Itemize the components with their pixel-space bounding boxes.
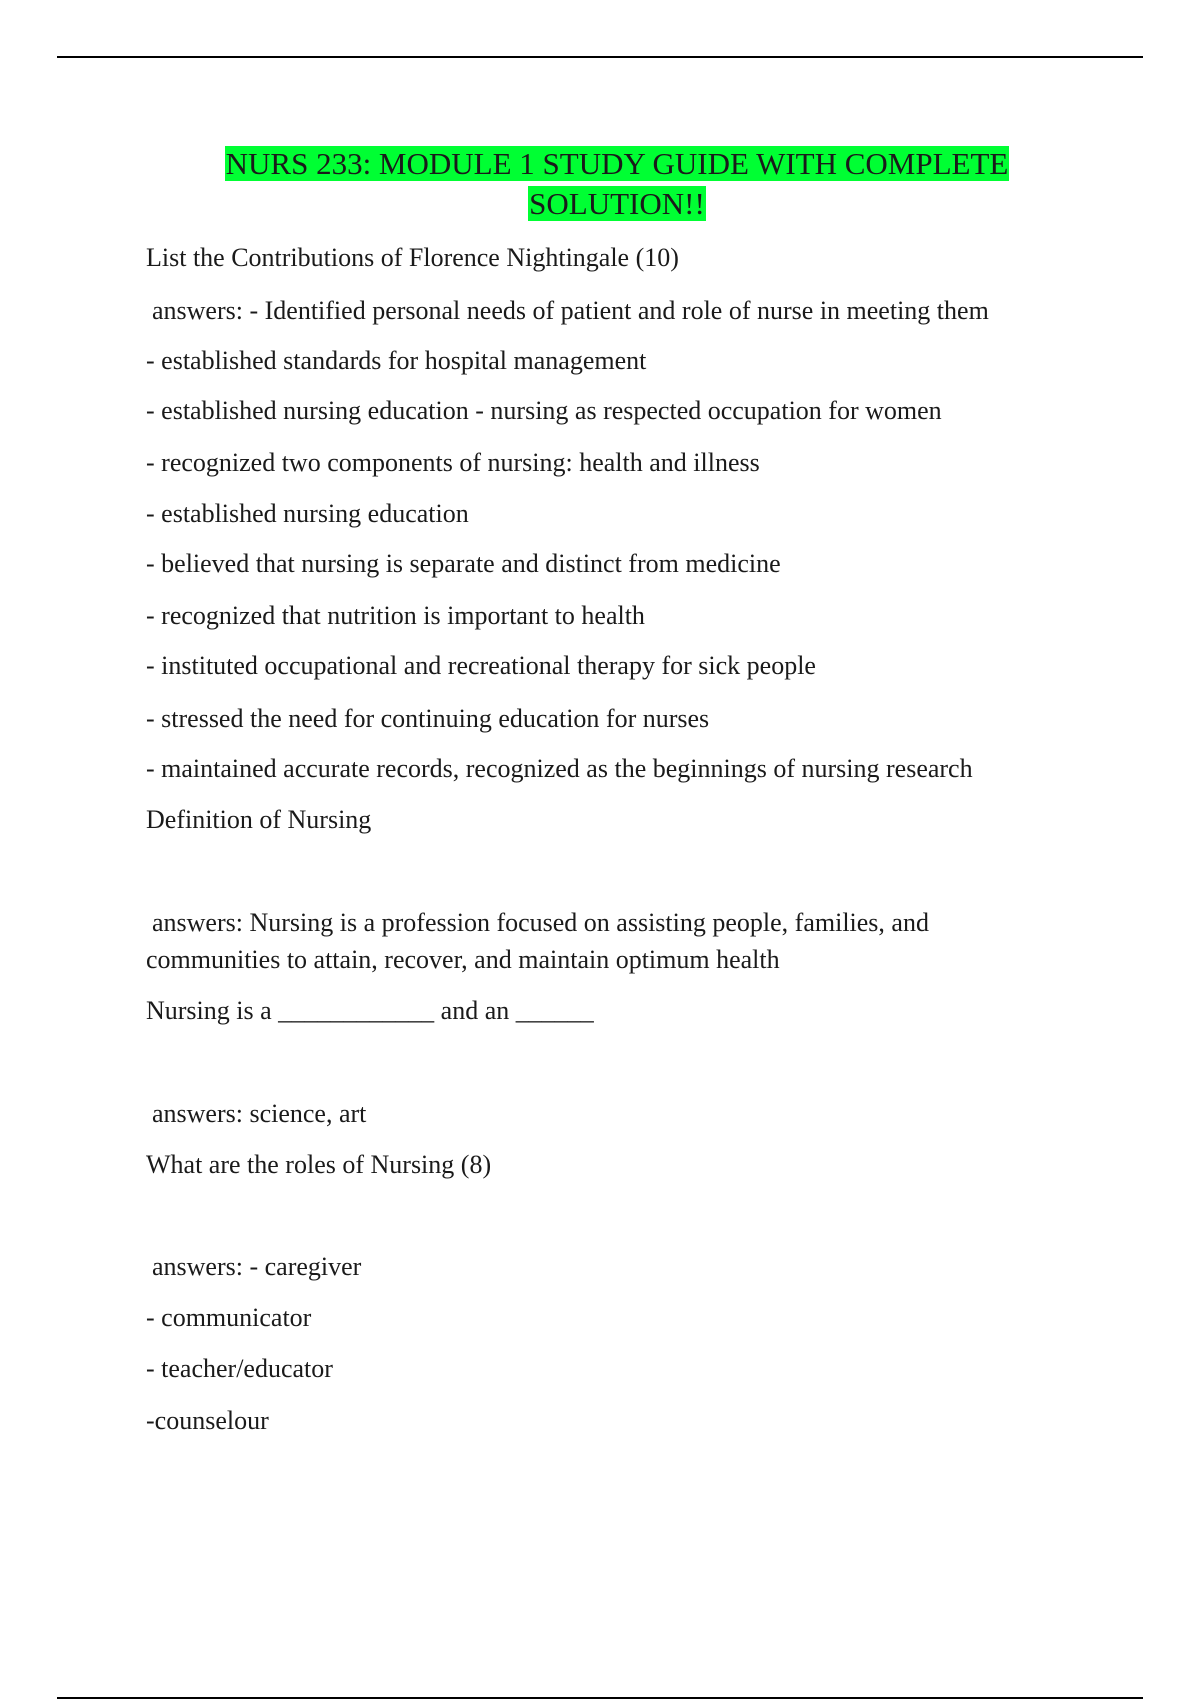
title-line-2: SOLUTION!! [529, 186, 705, 221]
question-fill-blank: Nursing is a ____________ and an ______ [146, 996, 594, 1025]
answer-line: - recognized that nutrition is important to health [146, 601, 645, 630]
answer-line: - instituted occupational and recreational therapy for sick people [146, 651, 816, 680]
answer-line: -counselour [146, 1406, 269, 1435]
answer-line: answers: Nursing is a profession focused on assisting people, families, and [152, 908, 929, 937]
answer-line: - maintained accurate records, recognized as the beginnings of nursing research [146, 754, 973, 783]
answer-line: - established nursing education [146, 499, 469, 528]
document-title [0, 144, 1200, 224]
bottom-rule [57, 1697, 1143, 1699]
title-line-1: NURS 233: MODULE 1 STUDY GUIDE WITH COMPLETE [225, 146, 1009, 181]
answer-line: communities to attain, recover, and maintain optimum health [146, 945, 780, 974]
answer-line: answers: - caregiver [152, 1252, 362, 1281]
question-definition: Definition of Nursing [146, 805, 372, 834]
answer-line: - established nursing education - nursing as respected occupation for women [146, 396, 942, 425]
answer-line: - recognized two components of nursing: health and illness [146, 448, 760, 477]
top-rule [57, 56, 1143, 58]
answer-line: - teacher/educator [146, 1354, 333, 1383]
answer-line: answers: science, art [152, 1099, 367, 1128]
answer-line: answers: - Identified personal needs of patient and role of nurse in meeting them [152, 296, 989, 325]
answer-line: - believed that nursing is separate and distinct from medicine [146, 549, 781, 578]
question-roles: What are the roles of Nursing (8) [146, 1150, 492, 1179]
answer-line: - established standards for hospital management [146, 346, 647, 375]
answer-line: - stressed the need for continuing education for nurses [146, 704, 710, 733]
question-nightingale: List the Contributions of Florence Nightingale (10) [146, 243, 679, 272]
answer-line: - communicator [146, 1303, 312, 1332]
